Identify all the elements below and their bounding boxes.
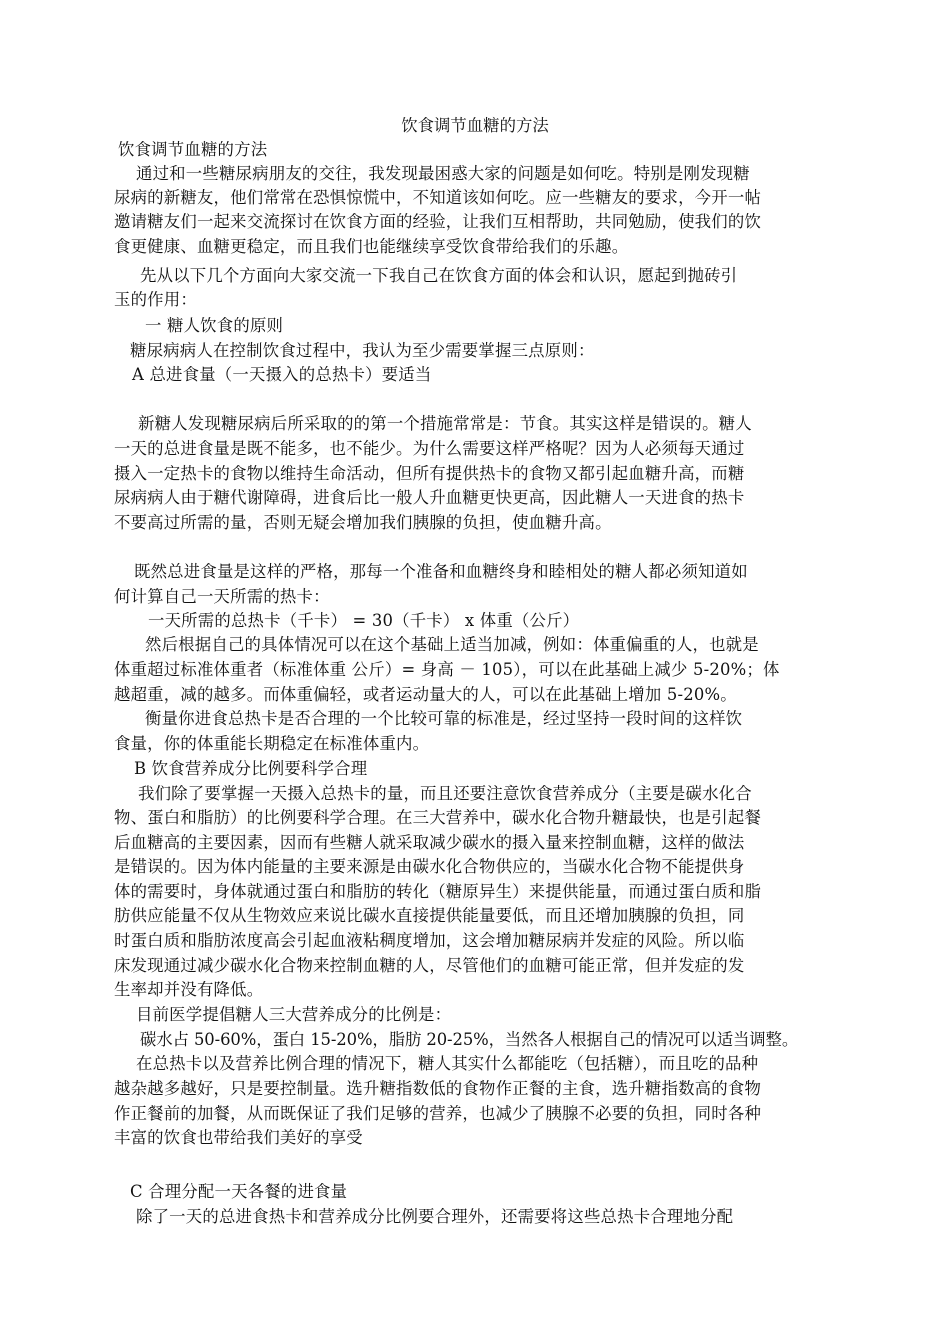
paragraph-line: 我们除了要掌握一天摄入总热卡的量，而且还要注意饮食营养成分（主要是碳水化合 — [138, 784, 752, 803]
paragraph-line: 越杂越多越好，只是要控制量。选升糖指数低的食物作正餐的主食，选升糖指数高的食物 — [114, 1079, 762, 1098]
paragraph-line: 通过和一些糖尿病朋友的交往，我发现最困惑大家的问题是如何吃。特别是刚发现糖 — [136, 164, 750, 183]
paragraph-line: 先从以下几个方面向大家交流一下我自己在饮食方面的体会和认识，愿起到抛砖引 — [140, 266, 738, 285]
paragraph-line: 不要高过所需的量，否则无疑会增加我们胰腺的负担，使血糖升高。 — [114, 513, 612, 532]
subsection-heading: B 饮食营养成分比例要科学合理 — [134, 759, 368, 778]
paragraph-line: 目前医学提倡糖人三大营养成分的比例是： — [136, 1005, 452, 1024]
paragraph-line: 体重超过标准体重者（标准体重 公斤）= 身高 － 105），可以在此基础上减少 5-20%；体 — [114, 660, 780, 679]
paragraph-line: 生率却并没有降低。 — [114, 980, 264, 999]
paragraph-line: 体的需要时，身体就通过蛋白和脂肪的转化（糖原异生）来提供能量，而通过蛋白质和脂 — [114, 882, 762, 901]
document-title: 饮食调节血糖的方法 — [401, 116, 549, 135]
paragraph-line: 是错误的。因为体内能量的主要来源是由碳水化合物供应的，当碳水化合物不能提供身 — [114, 857, 745, 876]
formula-line: 一天所需的总热卡（千卡） = 30（千卡） x 体重（公斤） — [148, 611, 580, 630]
paragraph-line: 除了一天的总进食热卡和营养成分比例要合理外，还需要将这些总热卡合理地分配 — [136, 1207, 734, 1226]
paragraph-line: 衡量你进食总热卡是否合理的一个比较可靠的标准是，经过坚持一段时间的这样饮 — [145, 709, 743, 728]
paragraph-line: 肪供应能量不仅从生物效应来说比碳水直接提供能量要低，而且还增加胰腺的负担，同 — [114, 906, 745, 925]
paragraph-line: 在总热卡以及营养比例合理的情况下，糖人其实什么都能吃（包括糖），而且吃的品种 — [136, 1054, 759, 1073]
paragraph-line: 摄入一定热卡的食物以维持生命活动，但所有提供热卡的食物又都引起血糖升高，而糖 — [114, 464, 745, 483]
paragraph-line: 食量，你的体重能长期稳定在标准体重内。 — [114, 734, 430, 753]
paragraph-line: 越超重，减的越多。而体重偏轻，或者运动量大的人，可以在此基础上增加 5-20%。 — [114, 685, 737, 704]
section-heading: 一 糖人饮食的原则 — [145, 316, 284, 335]
paragraph-line: 食更健康、血糖更稳定，而且我们也能继续享受饮食带给我们的乐趣。 — [114, 237, 629, 256]
paragraph-line: 尿病病人由于糖代谢障碍，进食后比一般人升血糖更快更高，因此糖人一天进食的热卡 — [114, 488, 745, 507]
paragraph-line: 物、蛋白和脂肪）的比例要科学合理。在三大营养中，碳水化合物升糖最快，也是引起餐 — [114, 808, 762, 827]
paragraph-line: 床发现通过减少碳水化合物来控制血糖的人，尽管他们的血糖可能正常，但并发症的发 — [114, 956, 745, 975]
paragraph-line: 尿病的新糖友，他们常常在恐惧惊慌中，不知道该如何吃。应一些糖友的要求，今开一帖 — [114, 188, 762, 207]
paragraph-line: 作正餐前的加餐，从而既保证了我们足够的营养，也减少了胰腺不必要的负担，同时各种 — [114, 1104, 762, 1123]
paragraph-line: 何计算自己一天所需的热卡： — [114, 587, 330, 606]
paragraph-line: 玉的作用： — [114, 290, 197, 309]
subtitle: 饮食调节血糖的方法 — [118, 140, 268, 159]
paragraph-line: 时蛋白质和脂肪浓度高会引起血液粘稠度增加，这会增加糖尿病并发症的风险。所以临 — [114, 931, 745, 950]
ratio-line: 碳水占 50-60%，蛋白 15-20%，脂肪 20-25%，当然各人根据自己的情况可以适当调整。 — [140, 1030, 799, 1049]
paragraph-line: 糖尿病病人在控制饮食过程中，我认为至少需要掌握三点原则： — [130, 341, 595, 360]
paragraph-line: 一天的总进食量是既不能多，也不能少。为什么需要这样严格呢？因为人必须每天通过 — [114, 439, 745, 458]
subsection-heading: A 总进食量（一天摄入的总热卡）要适当 — [132, 365, 432, 384]
paragraph-line: 然后根据自己的具体情况可以在这个基础上适当加减，例如：体重偏重的人，也就是 — [145, 635, 759, 654]
paragraph-line: 既然总进食量是这样的严格，那每一个准备和血糖终身和睦相处的糖人都必须知道如 — [134, 562, 748, 581]
subsection-heading: C 合理分配一天各餐的进食量 — [130, 1182, 348, 1201]
paragraph-line: 邀请糖友们一起来交流探讨在饮食方面的经验，让我们互相帮助，共同勉励，使我们的饮 — [114, 212, 762, 231]
paragraph-line: 新糖人发现糖尿病后所采取的的第一个措施常常是：节食。其实这样是错误的。糖人 — [138, 414, 752, 433]
paragraph-line: 后血糖高的主要因素，因而有些糖人就采取减少碳水的摄入量来控制血糖，这样的做法 — [114, 833, 745, 852]
paragraph-line: 丰富的饮食也带给我们美好的享受 — [114, 1128, 363, 1147]
